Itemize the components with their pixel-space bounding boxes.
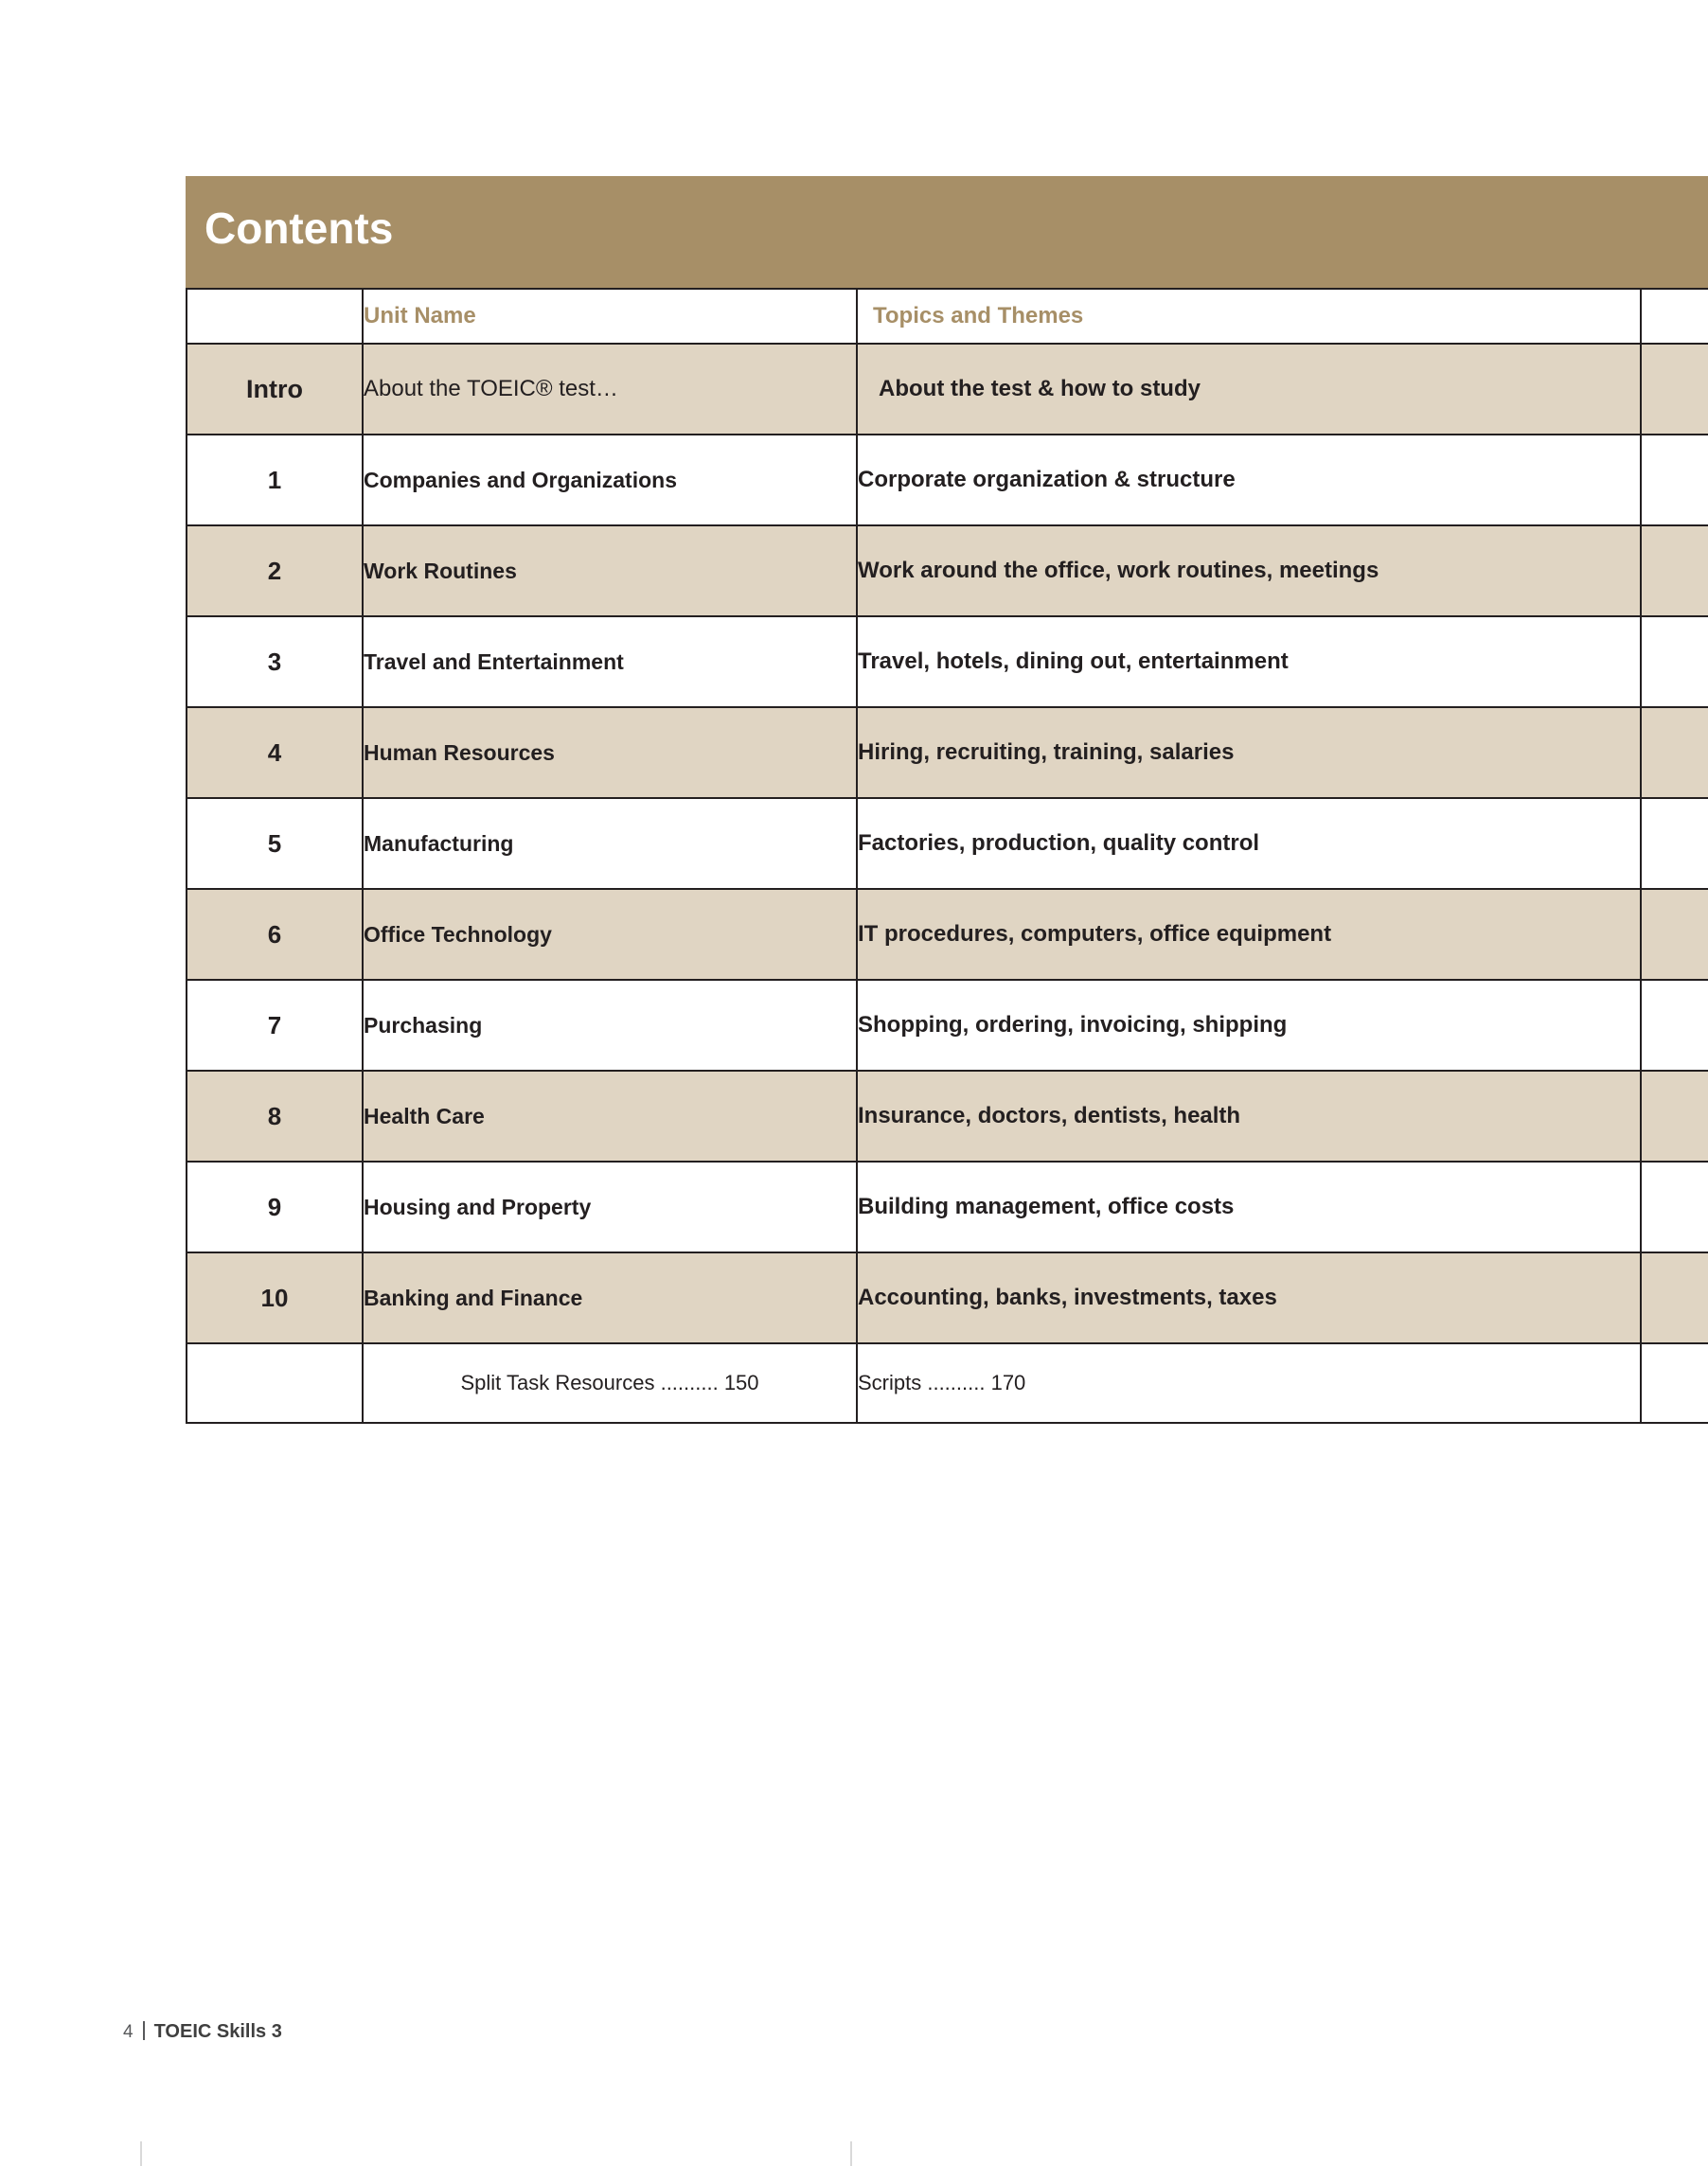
row-number: 9 (187, 1162, 363, 1252)
row-extra (1641, 435, 1708, 525)
row-extra (1641, 344, 1708, 435)
row-extra (1641, 525, 1708, 616)
row-topic: IT procedures, computers, office equipment (857, 889, 1641, 980)
footer-book-title: TOEIC Skills 3 (153, 2021, 282, 2042)
crop-mark-left (140, 2141, 142, 2166)
row-unit-name: Companies and Organizations (363, 435, 857, 525)
row-number: 1 (187, 435, 363, 525)
table-row (187, 1162, 1708, 1252)
footer-split-task-resources: Split Task Resources .......... 150 (363, 1343, 857, 1423)
row-number: 10 (187, 1252, 363, 1343)
row-topic: Insurance, doctors, dentists, health (857, 1071, 1641, 1162)
page-footer (123, 2018, 282, 2043)
row-extra (1641, 1071, 1708, 1162)
row-unit-name: Purchasing (363, 980, 857, 1071)
row-number: 8 (187, 1071, 363, 1162)
row-topic: Hiring, recruiting, training, salaries (857, 707, 1641, 798)
row-extra (1641, 980, 1708, 1071)
row-unit-name: Travel and Entertainment (363, 616, 857, 707)
row-extra (1641, 798, 1708, 889)
row-number: 4 (187, 707, 363, 798)
row-unit-name: Office Technology (363, 889, 857, 980)
footer-scripts: Scripts .......... 170 (857, 1343, 1641, 1423)
row-topic: Corporate organization & structure (857, 435, 1641, 525)
header-cell-topics: Topics and Themes (857, 289, 1641, 344)
row-extra (1641, 1252, 1708, 1343)
table-row (187, 344, 1708, 435)
row-unit-name: Banking and Finance (363, 1252, 857, 1343)
row-topic: Accounting, banks, investments, taxes (857, 1252, 1641, 1343)
page-title: Contents (205, 204, 394, 253)
row-number: 6 (187, 889, 363, 980)
row-topic: Work around the office, work routines, meetings (857, 525, 1641, 616)
row-number: 3 (187, 616, 363, 707)
contents-header-bar (186, 176, 1708, 288)
row-unit-name: Housing and Property (363, 1162, 857, 1252)
table-row (187, 616, 1708, 707)
table-row (187, 1071, 1708, 1162)
table-of-contents (186, 288, 1708, 1424)
footer-page-number: 4 (123, 2022, 133, 2042)
footer-cell-extra (1641, 1343, 1708, 1423)
table-row (187, 889, 1708, 980)
header-cell-unit-name: Unit Name (363, 289, 857, 344)
header-cell-number (187, 289, 363, 344)
row-number: 5 (187, 798, 363, 889)
row-unit-name: Manufacturing (363, 798, 857, 889)
table-row (187, 798, 1708, 889)
table-row (187, 435, 1708, 525)
row-extra (1641, 1162, 1708, 1252)
table-header-row (187, 289, 1708, 344)
row-topic: Travel, hotels, dining out, entertainment (857, 616, 1641, 707)
row-topic: Shopping, ordering, invoicing, shipping (857, 980, 1641, 1071)
row-number: 7 (187, 980, 363, 1071)
table-row (187, 1252, 1708, 1343)
row-number: 2 (187, 525, 363, 616)
footer-cell-number (187, 1343, 363, 1423)
header-cell-extra (1641, 289, 1708, 344)
row-extra (1641, 707, 1708, 798)
row-unit-name: Human Resources (363, 707, 857, 798)
row-topic: Factories, production, quality control (857, 798, 1641, 889)
table-footer-row (187, 1343, 1708, 1423)
row-extra (1641, 616, 1708, 707)
row-extra (1641, 889, 1708, 980)
row-unit-name: Health Care (363, 1071, 857, 1162)
table-row (187, 980, 1708, 1071)
crop-mark-center (850, 2141, 852, 2166)
footer-divider (143, 2021, 145, 2040)
table-row (187, 707, 1708, 798)
row-unit-name: About the TOEIC® test… (363, 344, 857, 435)
row-topic: Building management, office costs (857, 1162, 1641, 1252)
table-row (187, 525, 1708, 616)
row-unit-name: Work Routines (363, 525, 857, 616)
row-topic: About the test & how to study (857, 344, 1641, 435)
row-number: Intro (187, 344, 363, 435)
